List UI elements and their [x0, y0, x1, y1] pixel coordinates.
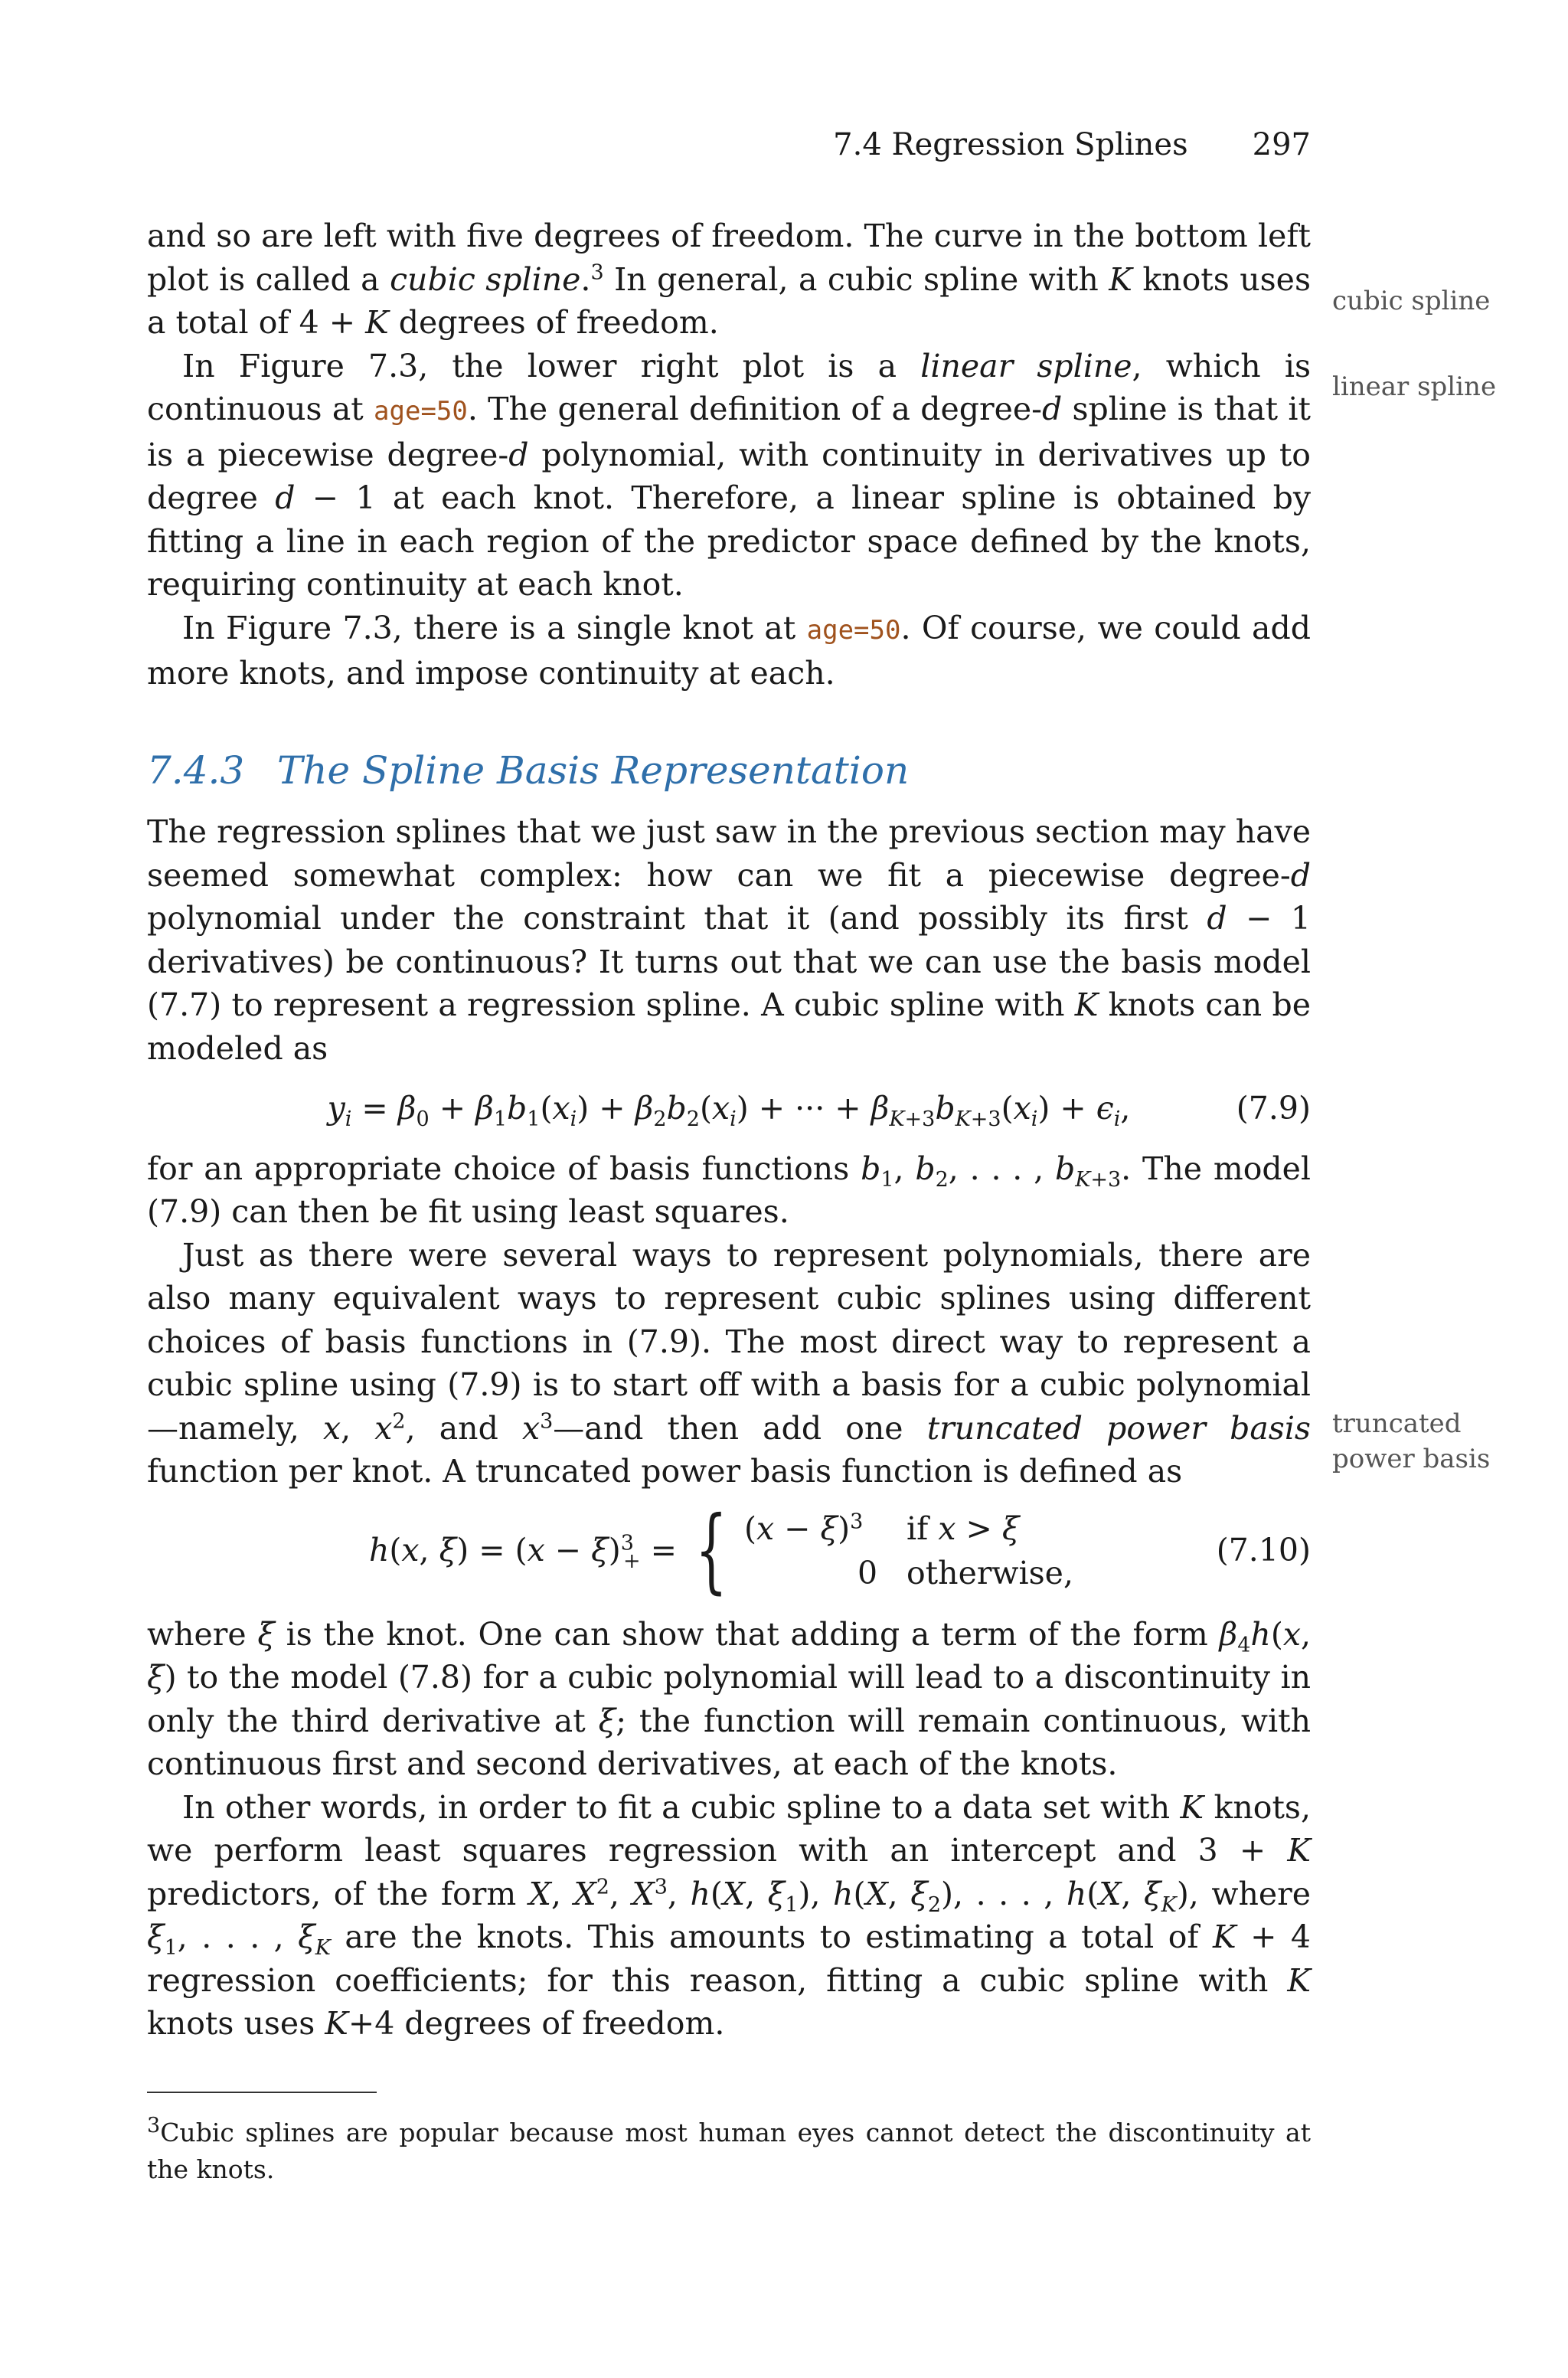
equation-7-9: $y_i = \beta_0 + \beta_1b_1(x_i) + \beta_2b_2(x_i)$ + ··· + $\beta_{K+3}b_{K+3}(x_i) + \epsilon_i$, (7.9): [147, 1087, 1311, 1130]
footnote-rule: [147, 2092, 377, 2093]
paragraph: In Figure 7.3, there is a single knot at age=50. Of course, we could add more knots, and impose continuity at each.: [147, 609, 1311, 692]
margin-note-truncated-power-basis: truncated power basis: [1332, 1408, 1491, 1474]
paragraph: Just as there were several ways to represent polynomials, there are also many equivalent ways to represent cubic splines using different choices of basis functions in (7.9). The most direct way to represent a cubic spline using (7.9) is to start off with a basis for a cubic polynomial—namely, x, $x^2$, and $x^3—and$ then add one truncated power basis function per knot. A truncated power basis function is defined as: [147, 1236, 1311, 1490]
equation-7-10: h(x, $\xi) = (x - \xi)^3_+$ = { $(x - \xi)^3$ if x > ξ 0 otherwise, (7.10): [369, 1496, 1311, 1604]
left-brace: {: [695, 1496, 727, 1604]
running-header: [147, 127, 1311, 162]
footnote: $^3$Cubic splines are popular because most human eyes cannot detect the discontinuity at the knots.: [147, 2113, 1311, 2184]
equation-number: (7.9): [1236, 1090, 1311, 1127]
paragraph: for an appropriate choice of basis functions $b_1$, $b_2$, . . . , $b_{K+3}$. The model (7.9) can then be fit using least squares.: [147, 1150, 1311, 1230]
paragraph: In other words, in order to fit a cubic spline to a data set with K knots, we perform least squares regression with an intercept and 3 + K predictors, of the form X, $X^2$, $X^3$, h(X, $\xi_1$), h(X, $\xi_2$), . . . , h(X, $\xi_K$), where $\xi_1$, . . . , $\xi_K$ are the knots. This amounts to estimating a total of K + 4 regression coefficients; for this reason, fitting a cubic spline with K knots uses K+4 degrees of freedom.: [147, 1788, 1312, 2042]
body-text: [147, 214, 1311, 2188]
margin-note-cubic-spline: cubic spline: [1332, 286, 1491, 316]
section-heading: [147, 749, 1311, 793]
paragraph: In Figure 7.3, the lower right plot is a linear spline, which is continuous at age=50. The general definition of a degree-d spline is that it is a piecewise degree-d polynomial, with continuity in derivatives up to degree d − 1 at each knot. Therefore, a linear spline is obtained by fitting a line in each region of the predictor space defined by the knots, requiring continuity at each knot.: [147, 347, 1312, 603]
margin-note-linear-spline: linear spline: [1332, 371, 1497, 402]
paragraph: and so are left with five degrees of freedom. The curve in the bottom left plot is called a cubic spline.$^3$ In general, a cubic spline with K knots uses a total of 4 + K degrees of freedom.: [147, 218, 1311, 341]
paragraph: The regression splines that we just saw in the previous section may have seemed somewhat complex: how can we fit a piecewise degree-d polynomial under the constraint that it (and possibly its first d − 1 derivatives) be continuous? It turns out that we can use the basis model (7.7) to represent a regression spline. A cubic spline with K knots can be modeled as: [147, 813, 1311, 1067]
page-number: 297: [1252, 127, 1311, 162]
section-number: 7.4.3: [147, 747, 245, 793]
paragraph: where ξ is the knot. One can show that adding a term of the form $\beta_4h(x$, ξ) to the model (7.8) for a cubic polynomial will lead to a discontinuity in only the third derivative at ξ; the function will remain continuous, with continuous first and second derivatives, at each of the knots.: [147, 1615, 1312, 1782]
running-header-section: 7.4 Regression Splines: [833, 127, 1188, 162]
equation-number: (7.10): [1216, 1531, 1311, 1568]
section-title: The Spline Basis Representation: [277, 747, 910, 793]
